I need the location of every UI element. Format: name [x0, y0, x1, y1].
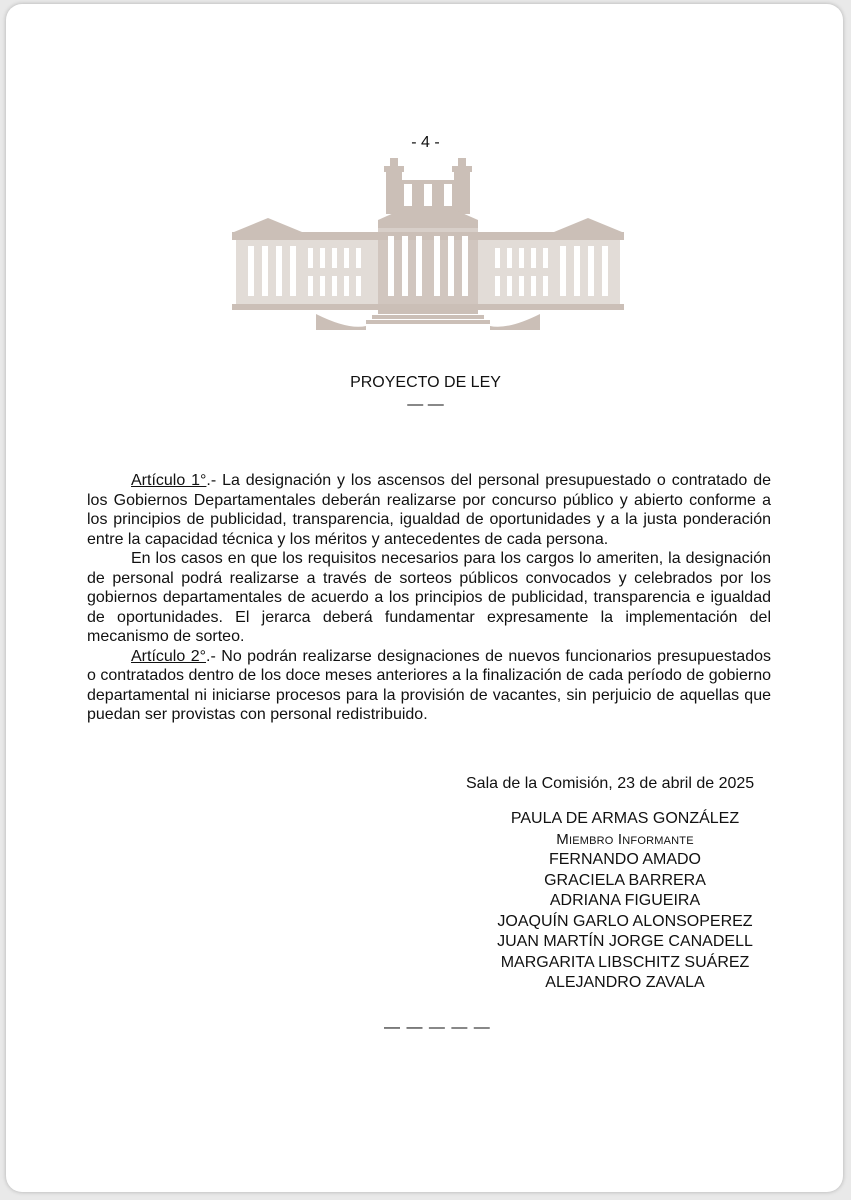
- article-1-text: .- La designación y los ascensos del personal presupuestado o contratado de los Gobiernos Departamentales deberán realizarse por concurso público y abierto conforme a los principios de publicidad, transparencia, igualdad de oportunidades y a la justa ponderación entre la capacidad técnica y los méritos y antecedentes de cada persona.: [87, 472, 771, 548]
- article-2-label: Artículo 2°: [131, 647, 207, 665]
- signatory-name: ALEJANDRO ZAVALA: [545, 974, 705, 991]
- signatory-name: JOAQUÍN GARLO ALONSOPEREZ: [497, 912, 753, 930]
- document-page: [6, 4, 843, 1192]
- closing-rule: — — — — —: [384, 1019, 491, 1036]
- signatory-name: MARGARITA LIBSCHITZ SUÁREZ: [500, 953, 750, 971]
- signature-block: [460, 775, 790, 994]
- title-rule: — —: [407, 396, 444, 413]
- signatories: [460, 809, 790, 994]
- article-2-paragraph-1: [87, 647, 771, 725]
- document-body: [87, 471, 771, 725]
- document-title: PROYECTO DE LEY: [350, 374, 501, 391]
- signatory-name: FERNANDO AMADO: [548, 851, 701, 868]
- place-date: Sala de la Comisión, 23 de abril de 2025: [466, 775, 755, 792]
- article-1-paragraph-1: [87, 471, 771, 549]
- legislative-palace-emblem: [228, 154, 628, 334]
- signatory-name: PAULA DE ARMAS GONZÁLEZ: [510, 810, 740, 827]
- page-number: - 4 -: [411, 134, 440, 151]
- signatory-role: Miembro Informante: [556, 830, 694, 848]
- signatory-name: GRACIELA BARRERA: [544, 871, 706, 889]
- article-2-text: .- No podrán realizarse designaciones de nuevos funcionarios presupuestados o contratados dentro de los doce meses anteriores a la finalización de cada período de gobierno departamental ni iniciarse procesos para la provisión de vacantes, sin perjuicio de aquellas que puedan ser provistas con personal redistribuido.: [87, 647, 771, 723]
- article-1-label: Artículo 1°: [131, 472, 207, 489]
- signatory-name: ADRIANA FIGUEIRA: [549, 892, 701, 909]
- article-1-paragraph-2: En los casos en que los requisitos necesarios para los cargos lo ameriten, la designación de personal podrá realizarse a través de sorteos públicos convocados y celebrados por los gobiernos departamentales de acuerdo a los principios de publicidad, transparencia e igualdad de oportunidades. El jerarca deberá fundamentar expresamente la implementación del mecanismo de sorteo.: [87, 550, 771, 645]
- signatory-name: JUAN MARTÍN JORGE CANADELL: [497, 933, 753, 950]
